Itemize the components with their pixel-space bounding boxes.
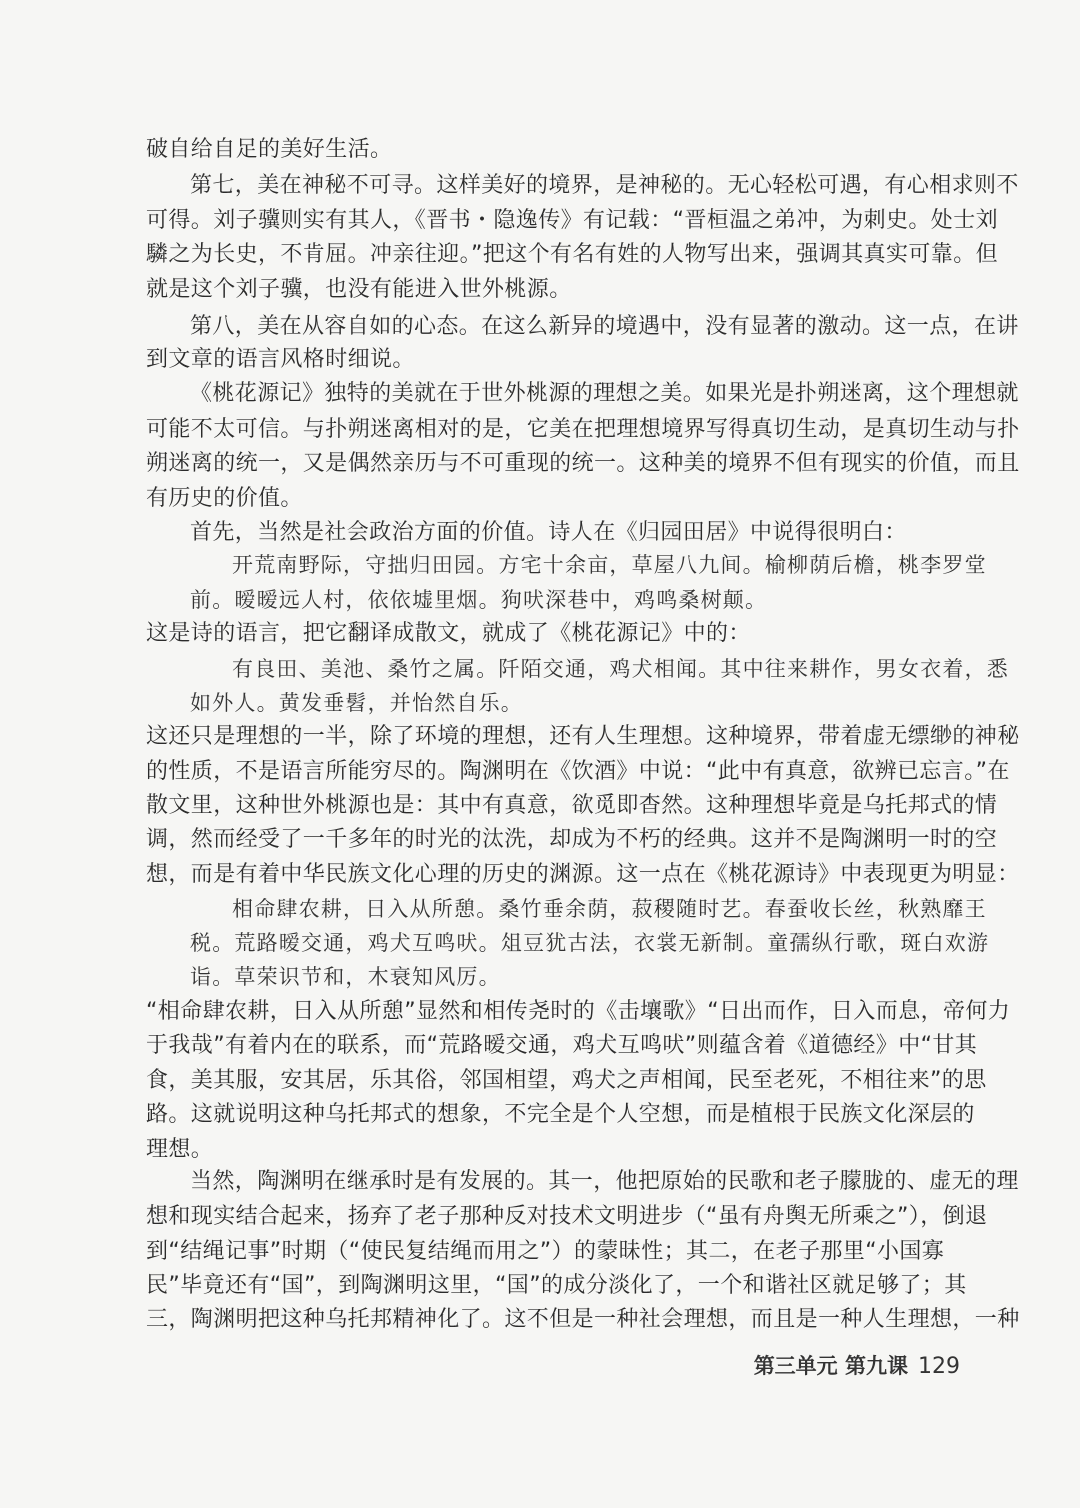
text-line: 民”毕竟还有“国”，到陶渊明这里，“国”的成分淡化了，一个和谐社区就足够了；其 bbox=[146, 1273, 967, 1298]
text-line: 这还只是理想的一半，除了环境的理想，还有人生理想。这种境界，带着虚无缥缈的神秘 bbox=[146, 724, 1020, 749]
text-line: 到文章的语言风格时细说。 bbox=[146, 347, 415, 372]
text-line: 三，陶渊明把这种乌托邦精神化了。这不但是一种社会理想，而且是一种人生理想，一种 bbox=[146, 1307, 1020, 1332]
text-line: 当然，陶渊明在继承时是有发展的。其一，他把原始的民歌和老子朦胧的、虚无的理 bbox=[190, 1169, 1019, 1194]
text-line: 路。这就说明这种乌托邦式的想象，不完全是个人空想，而是植根于民族文化深层的 bbox=[146, 1102, 975, 1127]
quote-line: 前。暧暧远人村，依依墟里烟。狗吠深巷中，鸡鸣桑树颠。 bbox=[190, 588, 768, 612]
text-line: 第八，美在从容自如的心态。在这么新异的境遇中，没有显著的激动。这一点，在讲 bbox=[190, 314, 1019, 339]
unit-lesson-label: 第三单元 第九课 bbox=[753, 1353, 908, 1378]
text-line: 有历史的价值。 bbox=[146, 486, 303, 511]
text-line: 《桃花源记》独特的美就在于世外桃源的理想之美。如果光是扑朔迷离，这个理想就 bbox=[190, 381, 1019, 406]
quote-line: 如外人。黄发垂髫，并怡然自乐。 bbox=[190, 691, 523, 715]
text-line: 破自给自足的美好生活。 bbox=[146, 137, 393, 162]
text-line: 驎之为长史，不肯屈。冲亲往迎。”把这个有名有姓的人物写出来，强调其真实可靠。但 bbox=[146, 242, 999, 267]
text-line: 这是诗的语言，把它翻译成散文，就成了《桃花源记》中的： bbox=[146, 621, 751, 646]
text-line: 第七，美在神秘不可寻。这样美好的境界，是神秘的。无心轻松可遇，有心相求则不 bbox=[190, 173, 1019, 198]
quote-line: 有良田、美池、桑竹之属。阡陌交通，鸡犬相闻。其中往来耕作，男女衣着，悉 bbox=[232, 657, 1009, 681]
text-line: 可得。刘子骥则实有其人，《晋书・隐逸传》有记载：“晋桓温之弟冲，为刺史。处士刘 bbox=[146, 208, 999, 233]
text-line: 的性质，不是语言所能穷尽的。陶渊明在《饮酒》中说：“此中有真意，欲辨已忘言。”在 bbox=[146, 759, 1010, 784]
text-line: 于我哉”有着内在的联系，而“荒路暧交通，鸡犬互鸣吠”则蕴含着《道德经》中“甘其 bbox=[146, 1033, 978, 1058]
text-line: 理想。 bbox=[146, 1137, 214, 1162]
text-line: 想，而是有着中华民族文化心理的历史的渊源。这一点在《桃花源诗》中表现更为明显： bbox=[146, 862, 1020, 887]
text-line: “相命肆农耕，日入从所憩”显然和相传尧时的《击壤歌》“日出而作，日入而息，帝何力 bbox=[146, 999, 1011, 1024]
page-number: 129 bbox=[918, 1354, 960, 1379]
page-footer bbox=[754, 1352, 960, 1381]
quote-line: 开荒南野际，守拙归田园。方宅十余亩，草屋八九间。榆柳荫后檐，桃李罗堂 bbox=[232, 553, 987, 577]
text-line: 食，美其服，安其居，乐其俗，邻国相望，鸡犬之声相闻，民至老死，不相往来”的思 bbox=[146, 1068, 987, 1093]
text-line: 就是这个刘子骥，也没有能进入世外桃源。 bbox=[146, 277, 572, 302]
text-line: 首先，当然是社会政治方面的价值。诗人在《归园田居》中说得很明白： bbox=[190, 520, 907, 545]
text-line: 调，然而经受了一千多年的时光的汰洗，却成为不朽的经典。这并不是陶渊明一时的空 bbox=[146, 827, 998, 852]
text-line: 到“结绳记事”时期（“使民复结绳而用之”）的蒙昧性；其二，在老子那里“小国寡 bbox=[146, 1239, 945, 1264]
text-line: 想和现实结合起来，扬弃了老子那种反对技术文明进步（“虽有舟舆无所乘之”），倒退 bbox=[146, 1204, 988, 1229]
quote-line: 诣。草荣识节和，木衰知风厉。 bbox=[190, 965, 501, 989]
text-line: 朔迷离的统一，又是偶然亲历与不可重现的统一。这种美的境界不但有现实的价值，而且 bbox=[146, 451, 1020, 476]
text-line: 可能不太可信。与扑朔迷离相对的是，它美在把理想境界写得真切生动，是真切生动与扑 bbox=[146, 417, 1020, 442]
text-line: 散文里，这种世外桃源也是：其中有真意，欲觅即杳然。这种理想毕竟是乌托邦式的情 bbox=[146, 793, 998, 818]
quote-line: 税。荒路暧交通，鸡犬互鸣吠。俎豆犹古法，衣裳无新制。童孺纵行歌，斑白欢游 bbox=[190, 931, 990, 955]
quote-line: 相命肆农耕，日入从所憩。桑竹垂余荫，菽稷随时艺。春蚕收长丝，秋熟靡王 bbox=[232, 897, 987, 921]
